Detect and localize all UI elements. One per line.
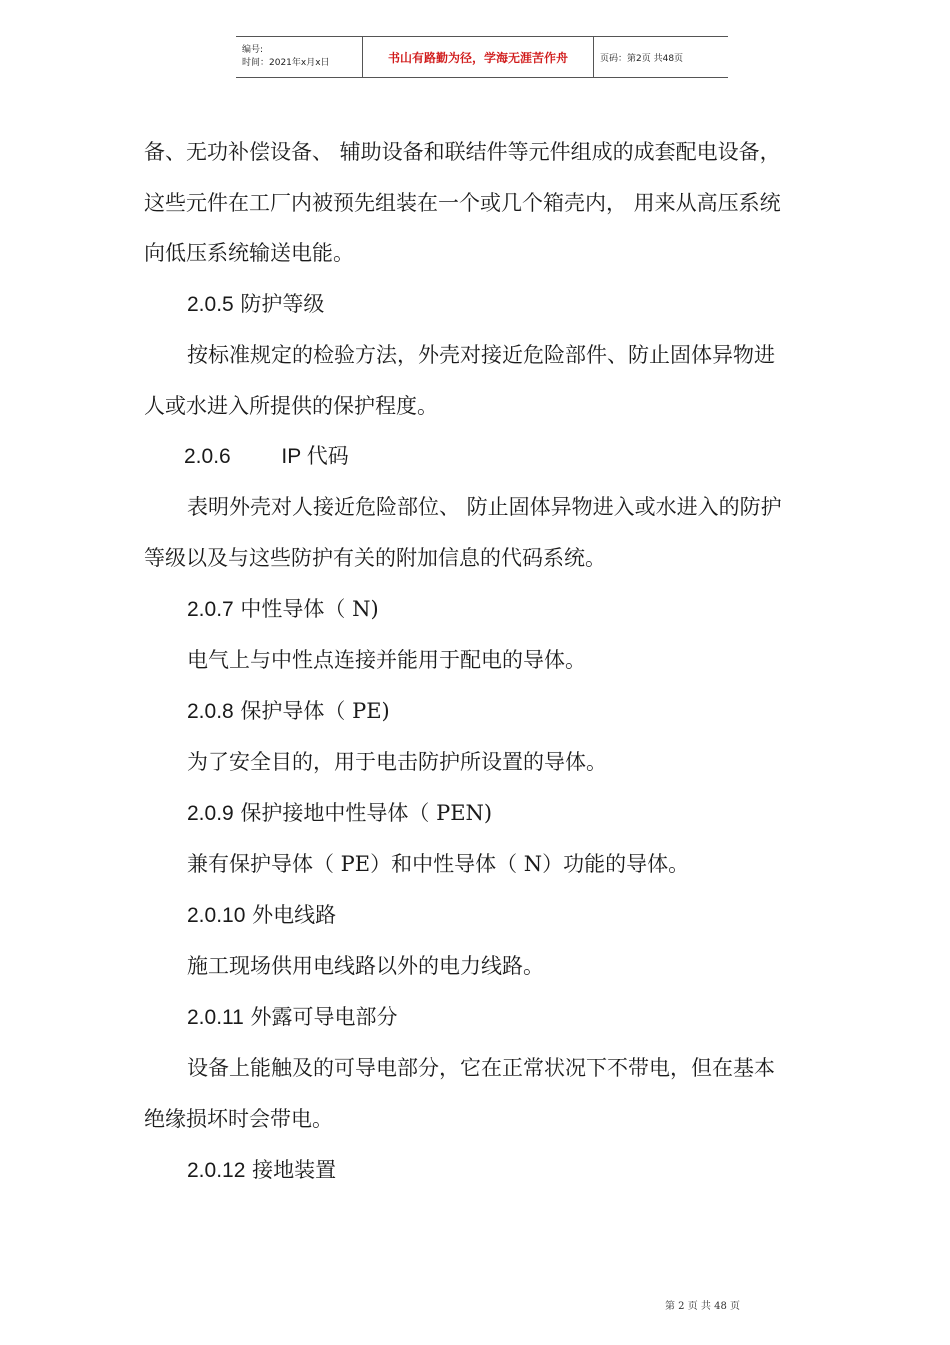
- paragraph-line: 这些元件在工厂内被预先组装在一个或几个箱壳内， 用来从高压系统: [144, 191, 781, 215]
- paragraph-line: 为了安全目的，用于电击防护所设置的导体。: [187, 750, 607, 774]
- header-meta: [236, 37, 363, 77]
- paragraph-line: 绝缘损坏时会带电。: [144, 1107, 333, 1131]
- section-title: 防护等级: [240, 292, 325, 316]
- header-page-info: 页码：第2页 共48页: [600, 53, 684, 64]
- paragraph-line: 设备上能触及的可导电部分，它在正常状况下不带电，但在基本: [187, 1056, 775, 1080]
- section-number: 2.0.7: [187, 598, 234, 621]
- section-heading: [187, 288, 324, 318]
- section-heading: [184, 440, 349, 470]
- paragraph-line: 施工现场供用电线路以外的电力线路。: [187, 954, 544, 978]
- section-heading: [187, 899, 336, 929]
- section-title: IP 代码: [281, 445, 349, 468]
- section-heading: [187, 593, 379, 623]
- paragraph-line: 人或水进入所提供的保护程度。: [144, 394, 438, 418]
- paragraph-line: 向低压系统输送电能。: [144, 241, 354, 265]
- page-header: [236, 36, 728, 78]
- section-title: 外露可导电部分: [250, 1005, 398, 1029]
- section-title: 保护接地中性导体（ PEN): [240, 801, 493, 825]
- section-number: 2.0.12: [187, 1159, 246, 1182]
- paragraph-line: 表明外壳对人接近危险部位、 防止固体异物进入或水进入的防护: [187, 495, 782, 519]
- section-heading: [187, 695, 390, 725]
- section-heading: [187, 1154, 336, 1184]
- header-number-label: 编号:: [242, 45, 264, 55]
- section-number: 2.0.8: [187, 700, 234, 723]
- section-number: 2.0.5: [187, 293, 234, 316]
- section-title: 保护导体（ PE): [240, 699, 390, 723]
- header-time-label: 时间：2021年x月x日: [242, 58, 330, 68]
- header-motto: 书山有路勤为径，学海无涯苦作舟: [363, 37, 594, 77]
- section-heading: [187, 797, 492, 827]
- section-number: 2.0.9: [187, 802, 234, 825]
- section-number: 2.0.11: [187, 1006, 244, 1029]
- section-number: 2.0.6: [184, 445, 231, 468]
- section-heading: [187, 1001, 398, 1031]
- section-title: 中性导体（ N): [240, 597, 379, 621]
- paragraph-line: 按标准规定的检验方法，外壳对接近危险部件、防止固体异物进: [187, 343, 775, 367]
- paragraph-line: 电气上与中性点连接并能用于配电的导体。: [187, 648, 586, 672]
- section-title: 接地装置: [252, 1158, 337, 1182]
- section-number: 2.0.10: [187, 904, 246, 927]
- paragraph-line: 等级以及与这些防护有关的附加信息的代码系统。: [144, 546, 606, 570]
- section-title: 外电线路: [252, 903, 337, 927]
- paragraph-line: 备、无功补偿设备、 辅助设备和联结件等元件组成的成套配电设备，: [144, 140, 781, 164]
- paragraph-line: 兼有保护导体（ PE）和中性导体（ N）功能的导体。: [187, 852, 690, 876]
- page-footer: 第 2 页 共 48 页: [665, 1301, 740, 1312]
